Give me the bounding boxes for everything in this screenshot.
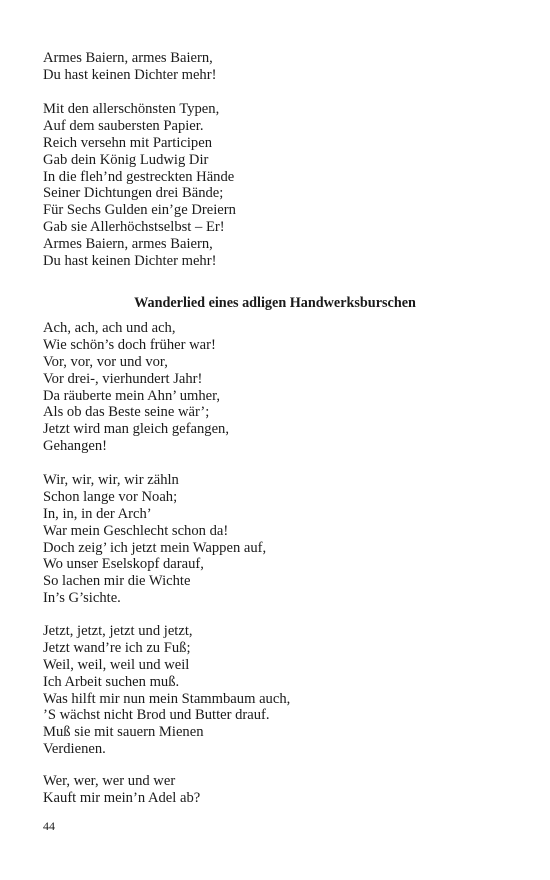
poem2-stanza-4: [43, 773, 200, 807]
poem2-stanza-3: [43, 623, 290, 758]
verse-line: Was hilft mir nun mein Stammbaum auch,: [43, 690, 291, 707]
poem1-stanza-2: [43, 101, 236, 270]
verse-line: Schon lange vor Noah;: [43, 488, 178, 505]
verse-line: Da räuberte mein Ahn’ umher,: [43, 387, 221, 404]
verse-line: Wir, wir, wir, wir zähln: [43, 472, 179, 488]
poem-title: Wanderlied eines adligen Handwerksburschen: [134, 295, 416, 311]
verse-line: Weil, weil, weil und weil: [43, 656, 190, 673]
verse-line: In die fleh’nd gestreckten Hände: [43, 168, 235, 185]
verse-line: Auf dem saubersten Papier.: [43, 117, 204, 134]
verse-line: Für Sechs Gulden ein’ge Dreiern: [43, 202, 236, 219]
verse-line: Ach, ach, ach und ach,: [43, 320, 176, 336]
verse-line: Gehangen!: [43, 438, 108, 455]
verse-line: Du hast keinen Dichter mehr!: [43, 253, 217, 270]
poem2-stanza-1: [43, 320, 229, 455]
verse-line: Jetzt, jetzt, jetzt und jetzt,: [43, 623, 193, 639]
verse-line: Du hast keinen Dichter mehr!: [43, 66, 217, 83]
verse-line: Gab dein König Ludwig Dir: [43, 151, 209, 168]
verse-line: Vor, vor, vor und vor,: [43, 353, 168, 370]
verse-line: Vor drei-, vierhundert Jahr!: [43, 370, 203, 387]
verse-line: Reich versehn mit Participen: [43, 134, 212, 151]
verse-line: Wer, wer, wer und wer: [43, 773, 176, 789]
verse-line: Kauft mir mein’n Adel ab?: [43, 789, 201, 806]
verse-line: Wo unser Eselskopf darauf,: [43, 556, 204, 573]
poem2-stanza-2: [43, 472, 266, 607]
verse-line: Doch zeig’ ich jetzt mein Wappen auf,: [43, 539, 267, 556]
verse-line: Jetzt wird man gleich gefangen,: [43, 421, 229, 438]
verse-line: Verdienen.: [43, 741, 106, 758]
verse-line: Als ob das Beste seine wär’;: [43, 404, 210, 421]
verse-line: Armes Baiern, armes Baiern,: [43, 236, 213, 253]
verse-line: Muß sie mit sauern Mienen: [43, 724, 204, 741]
verse-line: Seiner Dichtungen drei Bände;: [43, 185, 224, 202]
poem1-stanza-1: [43, 50, 216, 84]
verse-line: Wie schön’s doch früher war!: [43, 336, 216, 353]
verse-line: In, in, in der Arch’: [43, 505, 152, 522]
verse-line: So lachen mir die Wichte: [43, 573, 191, 590]
verse-line: Armes Baiern, armes Baiern,: [43, 50, 213, 66]
verse-line: ’S wächst nicht Brod und Butter drauf.: [43, 707, 270, 724]
page-number: 44: [43, 819, 55, 833]
verse-line: Mit den allerschönsten Typen,: [43, 101, 220, 117]
verse-line: Ich Arbeit suchen muß.: [43, 673, 180, 690]
verse-line: War mein Geschlecht schon da!: [43, 522, 229, 539]
verse-line: Jetzt wand’re ich zu Fuß;: [43, 639, 191, 656]
verse-line: Gab sie Allerhöchstselbst – Er!: [43, 219, 225, 236]
verse-line: In’s G’sichte.: [43, 590, 121, 607]
